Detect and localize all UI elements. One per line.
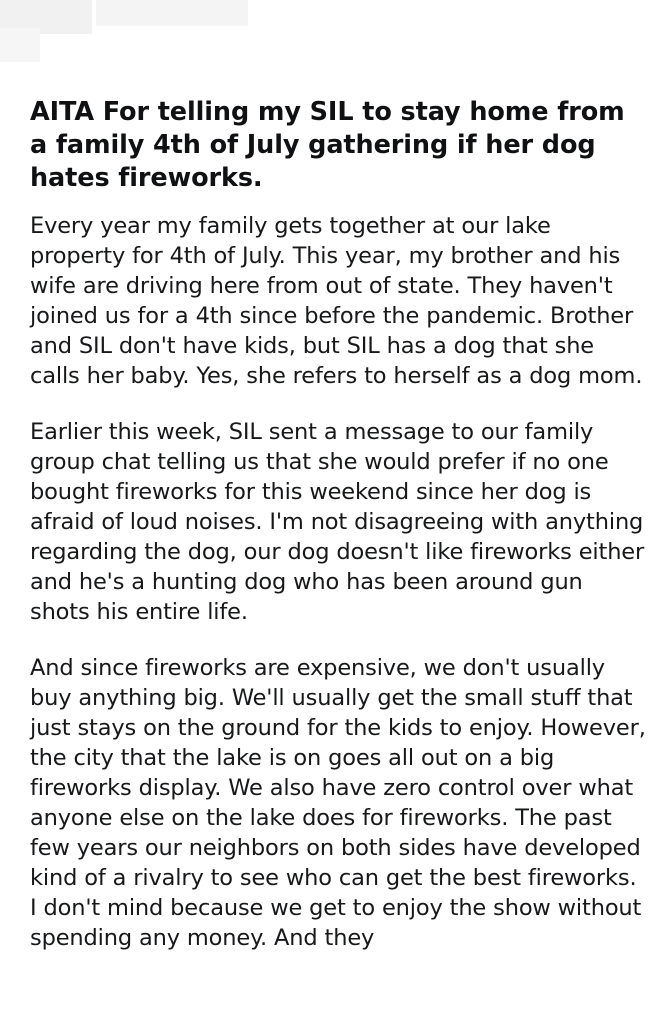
post-title: AITA For telling my SIL to stay home from a family 4th of July gathering if her dog hates fireworks. <box>30 97 625 193</box>
post-content <box>30 96 646 953</box>
post-body <box>30 211 646 953</box>
post-paragraph: And since fireworks are expensive, we don't usually buy anything big. We'll usually get the small stuff that just stays on the ground for the kids to enjoy. However, the city that the lake is on goes all out on a big fireworks display. We also have zero control over what anyone else on the lake does for fireworks. The past few years our neighbors on both sides have developed kind of a rivalry to see who can get the best fireworks. I don't mind because we get to enjoy the show without spending any money. And they <box>30 655 646 951</box>
artifact-block-lower <box>0 28 40 62</box>
top-capture-artifact <box>0 0 672 86</box>
post-paragraph: Every year my family gets together at our lake property for 4th of July. This year, my brother and his wife are driving here from out of state. They haven't joined us for a 4th since before the pandemic. Brother and SIL don't have kids, but SIL has a dog that she calls her baby. Yes, she refers to herself as a dog mom. <box>30 213 643 389</box>
post-paragraph: Earlier this week, SIL sent a message to our family group chat telling us that she would prefer if no one bought fireworks for this weekend since her dog is afraid of loud noises. I'm not disagreeing with anything regarding the dog, our dog doesn't like fireworks either and he's a hunting dog who has been around gun shots his entire life. <box>30 419 645 625</box>
artifact-block-center <box>96 0 248 26</box>
